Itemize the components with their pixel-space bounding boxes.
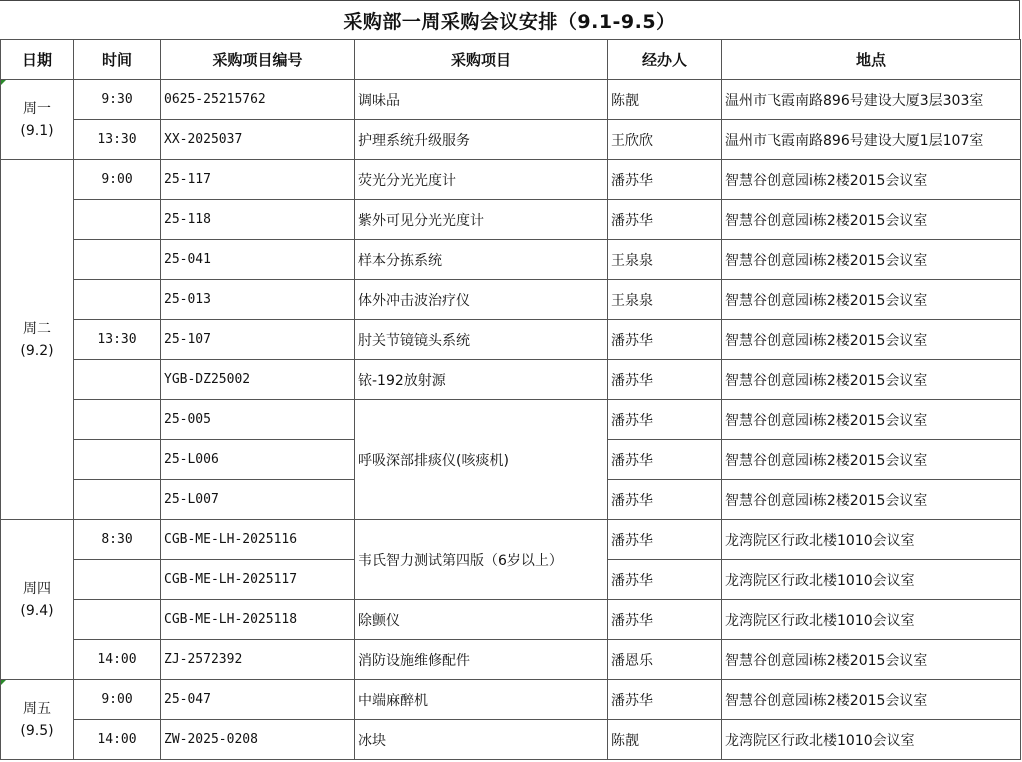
- table-row: [1, 120, 1021, 160]
- location-cell: 智慧谷创意园i栋2楼2015会议室: [722, 200, 1021, 240]
- header-date: 日期: [1, 40, 74, 80]
- day-cell-thu: [1, 520, 74, 680]
- table-row: [1, 680, 1021, 720]
- project-cell: 中端麻醉机: [355, 680, 608, 720]
- time-cell: [74, 360, 161, 400]
- table-row: [1, 400, 1021, 440]
- day-cell-tue: [1, 160, 74, 520]
- code-cell: ZJ-2572392: [161, 640, 355, 680]
- project-cell: 冰块: [355, 720, 608, 760]
- project-cell: 韦氏智力测试第四版（6岁以上）: [355, 520, 608, 600]
- project-cell: 样本分拣系统: [355, 240, 608, 280]
- day-name: 周四: [23, 580, 51, 597]
- table-row: [1, 280, 1021, 320]
- table-row: [1, 80, 1021, 120]
- handler-cell: 潘恩乐: [608, 640, 722, 680]
- day-name: 周五: [23, 700, 51, 717]
- project-cell: 除颤仪: [355, 600, 608, 640]
- project-cell: 呼吸深部排痰仪(咳痰机): [355, 400, 608, 520]
- day-cell-fri: [1, 680, 74, 760]
- header-row: [1, 40, 1021, 80]
- day-date: (9.1): [20, 122, 54, 139]
- time-cell: 9:00: [74, 160, 161, 200]
- code-cell: ZW-2025-0208: [161, 720, 355, 760]
- location-cell: 智慧谷创意园i栋2楼2015会议室: [722, 160, 1021, 200]
- location-cell: 龙湾院区行政北楼1010会议室: [722, 560, 1021, 600]
- code-cell: 25-117: [161, 160, 355, 200]
- code-cell: CGB-ME-LH-2025116: [161, 520, 355, 560]
- location-cell: 智慧谷创意园i栋2楼2015会议室: [722, 480, 1021, 520]
- location-cell: 智慧谷创意园i栋2楼2015会议室: [722, 240, 1021, 280]
- day-cell-mon: [1, 80, 74, 160]
- cell-marker-icon: [1, 80, 6, 85]
- code-cell: 25-005: [161, 400, 355, 440]
- code-cell: 25-041: [161, 240, 355, 280]
- time-cell: 14:00: [74, 640, 161, 680]
- location-cell: 温州市飞霞南路896号建设大厦3层303室: [722, 80, 1021, 120]
- handler-cell: 陈靓: [608, 720, 722, 760]
- time-cell: [74, 200, 161, 240]
- day-name: 周二: [23, 320, 51, 337]
- code-cell: 25-107: [161, 320, 355, 360]
- handler-cell: 潘苏华: [608, 600, 722, 640]
- code-cell: 0625-25215762: [161, 80, 355, 120]
- table-row: [1, 200, 1021, 240]
- location-cell: 龙湾院区行政北楼1010会议室: [722, 600, 1021, 640]
- cell-marker-icon: [1, 680, 6, 685]
- table-row: [1, 520, 1021, 560]
- code-cell: XX-2025037: [161, 120, 355, 160]
- handler-cell: 潘苏华: [608, 360, 722, 400]
- handler-cell: 潘苏华: [608, 160, 722, 200]
- day-date: (9.5): [20, 722, 54, 739]
- code-cell: 25-L007: [161, 480, 355, 520]
- handler-cell: 潘苏华: [608, 400, 722, 440]
- table-row: [1, 320, 1021, 360]
- handler-cell: 王泉泉: [608, 240, 722, 280]
- page-title: 采购部一周采购会议安排（9.1-9.5）: [0, 0, 1020, 40]
- handler-cell: 王欣欣: [608, 120, 722, 160]
- header-time: 时间: [74, 40, 161, 80]
- location-cell: 智慧谷创意园i栋2楼2015会议室: [722, 320, 1021, 360]
- table-row: [1, 600, 1021, 640]
- code-cell: 25-047: [161, 680, 355, 720]
- time-cell: [74, 280, 161, 320]
- location-cell: 智慧谷创意园i栋2楼2015会议室: [722, 440, 1021, 480]
- code-cell: 25-013: [161, 280, 355, 320]
- day-date: (9.2): [20, 342, 54, 359]
- table-row: [1, 240, 1021, 280]
- handler-cell: 潘苏华: [608, 560, 722, 600]
- handler-cell: 潘苏华: [608, 680, 722, 720]
- time-cell: 13:30: [74, 320, 161, 360]
- location-cell: 智慧谷创意园i栋2楼2015会议室: [722, 640, 1021, 680]
- header-code: 采购项目编号: [161, 40, 355, 80]
- handler-cell: 潘苏华: [608, 480, 722, 520]
- handler-cell: 潘苏华: [608, 440, 722, 480]
- time-cell: [74, 480, 161, 520]
- code-cell: YGB-DZ25002: [161, 360, 355, 400]
- handler-cell: 潘苏华: [608, 200, 722, 240]
- table-row: [1, 720, 1021, 760]
- location-cell: 温州市飞霞南路896号建设大厦1层107室: [722, 120, 1021, 160]
- location-cell: 龙湾院区行政北楼1010会议室: [722, 720, 1021, 760]
- location-cell: 智慧谷创意园i栋2楼2015会议室: [722, 280, 1021, 320]
- time-cell: 14:00: [74, 720, 161, 760]
- day-date: (9.4): [20, 602, 54, 619]
- time-cell: 13:30: [74, 120, 161, 160]
- project-cell: 护理系统升级服务: [355, 120, 608, 160]
- location-cell: 龙湾院区行政北楼1010会议室: [722, 520, 1021, 560]
- location-cell: 智慧谷创意园i栋2楼2015会议室: [722, 680, 1021, 720]
- table-row: [1, 160, 1021, 200]
- location-cell: 智慧谷创意园i栋2楼2015会议室: [722, 400, 1021, 440]
- time-cell: 8:30: [74, 520, 161, 560]
- header-project: 采购项目: [355, 40, 608, 80]
- time-cell: [74, 440, 161, 480]
- project-cell: 肘关节镜镜头系统: [355, 320, 608, 360]
- table-row: [1, 640, 1021, 680]
- table-row: [1, 360, 1021, 400]
- code-cell: 25-118: [161, 200, 355, 240]
- time-cell: [74, 400, 161, 440]
- code-cell: CGB-ME-LH-2025117: [161, 560, 355, 600]
- project-cell: 铱-192放射源: [355, 360, 608, 400]
- schedule-table: [0, 39, 1021, 760]
- header-handler: 经办人: [608, 40, 722, 80]
- header-location: 地点: [722, 40, 1021, 80]
- project-cell: 荧光分光光度计: [355, 160, 608, 200]
- project-cell: 体外冲击波治疗仪: [355, 280, 608, 320]
- project-cell: 紫外可见分光光度计: [355, 200, 608, 240]
- project-cell: 调味品: [355, 80, 608, 120]
- code-cell: CGB-ME-LH-2025118: [161, 600, 355, 640]
- time-cell: 9:30: [74, 80, 161, 120]
- handler-cell: 王泉泉: [608, 280, 722, 320]
- time-cell: [74, 240, 161, 280]
- time-cell: [74, 560, 161, 600]
- handler-cell: 潘苏华: [608, 520, 722, 560]
- project-cell: 消防设施维修配件: [355, 640, 608, 680]
- handler-cell: 潘苏华: [608, 320, 722, 360]
- handler-cell: 陈靓: [608, 80, 722, 120]
- day-name: 周一: [23, 100, 51, 117]
- location-cell: 智慧谷创意园i栋2楼2015会议室: [722, 360, 1021, 400]
- time-cell: [74, 600, 161, 640]
- time-cell: 9:00: [74, 680, 161, 720]
- code-cell: 25-L006: [161, 440, 355, 480]
